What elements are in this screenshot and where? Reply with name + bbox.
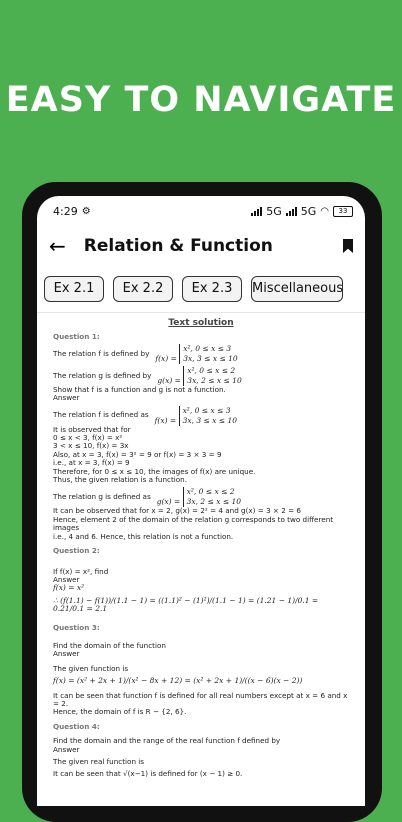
q1-text: 3 < x ≤ 10, f(x) = 3x bbox=[53, 441, 129, 451]
f-piecewise: f(x) = x², 0 ≤ x ≤ 3 3x, 3 ≤ x ≤ 10 bbox=[154, 405, 237, 425]
bookmark-icon[interactable] bbox=[343, 239, 353, 253]
wifi-icon: ◠ bbox=[320, 205, 329, 217]
q1-text: The relation g is defined by bbox=[53, 370, 152, 380]
q1-text: It can be observed that for x = 2, g(x) = 2² = 4 and g(x) = 3 × 2 = 6 bbox=[53, 506, 301, 516]
q3-text: The given function is bbox=[53, 663, 129, 673]
q1-text: Hence, element 2 of the domain of the relation g corresponds to two different images bbox=[53, 514, 334, 533]
question-1-label: Question 1: bbox=[53, 332, 100, 342]
f-piecewise: f(x) = x², 0 ≤ x ≤ 3 3x, 3 ≤ x ≤ 10 bbox=[155, 343, 238, 363]
q2-text: If f(x) = x², find bbox=[53, 566, 109, 576]
solution-content bbox=[37, 313, 365, 785]
q4-text: Find the domain and the range of the real function f defined by bbox=[53, 736, 281, 746]
q3-text: Find the domain of the function bbox=[53, 640, 166, 650]
page-title: Relation & Function bbox=[83, 236, 273, 256]
q1-text: i.e., 4 and 6. Hence, this relation is not a function. bbox=[53, 531, 234, 541]
q4-text: Answer bbox=[53, 744, 80, 754]
phone-screen bbox=[37, 196, 365, 806]
q1-text: The relation f is defined as bbox=[53, 410, 149, 420]
question-2-label: Question 2: bbox=[53, 546, 100, 556]
tab-ex-2-1[interactable]: Ex 2.1 bbox=[44, 276, 104, 302]
q1-text: The relation g is defined as bbox=[53, 492, 151, 502]
network-label-2: 5G bbox=[300, 204, 317, 218]
q2-math: f(x) = x² bbox=[53, 583, 85, 593]
settings-gear-icon: ⚙ bbox=[81, 205, 91, 217]
signal-icon-2 bbox=[286, 207, 297, 216]
battery-icon: 33 bbox=[333, 206, 353, 217]
q3-math: f(x) = (x² + 2x + 1)/(x² − 8x + 12) = (x² + 2x + 1)/((x − 6)(x − 2)) bbox=[53, 676, 303, 686]
q4-text: It can be seen that √(x−1) is defined for (x − 1) ≥ 0. bbox=[53, 769, 243, 779]
solution-heading: Text solution bbox=[168, 318, 234, 328]
q1-text: Therefore, for 0 ≤ x ≤ 10, the images of f(x) are unique. bbox=[53, 466, 256, 476]
question-3-label: Question 3: bbox=[53, 622, 100, 632]
q4-text: The given real function is bbox=[53, 757, 145, 766]
tab-ex-2-2[interactable]: Ex 2.2 bbox=[113, 276, 173, 302]
status-time: 4:29 bbox=[53, 204, 78, 218]
status-bar bbox=[37, 196, 365, 226]
exercise-tabs bbox=[37, 266, 365, 313]
volume-button bbox=[378, 355, 382, 405]
q2-math: ∴ (f(1.1) − f(1))/(1.1 − 1) = ((1.1)² − (1)²)/(1.1 − 1) = (1.21 − 1)/0.1 = 0.21/0.1 = 2.1 bbox=[53, 595, 319, 614]
app-bar bbox=[37, 226, 365, 266]
q1-text: Show that f is a function and g is not a function. bbox=[53, 384, 226, 394]
q2-text: Answer bbox=[53, 574, 80, 584]
q3-text: Hence, the domain of f is R − {2, 6}. bbox=[53, 707, 187, 717]
tab-ex-2-3[interactable]: Ex 2.3 bbox=[182, 276, 242, 302]
q3-text: Answer bbox=[53, 649, 80, 659]
q1-text: 0 ≤ x < 3, f(x) = x² bbox=[53, 433, 123, 443]
q1-text: i.e., at x = 3, f(x) = 9 bbox=[53, 458, 130, 468]
q1-text: Also, at x = 3, f(x) = 3² = 9 or f(x) = 3 × 3 = 9 bbox=[53, 449, 222, 459]
question-4-label: Question 4: bbox=[53, 721, 100, 731]
q3-text: It can be seen that function f is defined for all real numbers except at x = 6 and x = 2. bbox=[53, 690, 348, 708]
q1-text: The relation f is defined by bbox=[53, 348, 150, 358]
q1-text: Thus, the given relation is a function. bbox=[53, 475, 188, 485]
q1-text: It is observed that for bbox=[53, 424, 131, 434]
g-piecewise: g(x) = x², 0 ≤ x ≤ 2 3x, 2 ≤ x ≤ 10 bbox=[157, 365, 242, 385]
g-piecewise: g(x) = x², 0 ≤ x ≤ 2 3x, 2 ≤ x ≤ 10 bbox=[156, 487, 242, 507]
q1-text: Answer bbox=[53, 393, 80, 403]
back-arrow-icon[interactable]: ← bbox=[49, 234, 66, 258]
promo-headline: EASY TO NAVIGATE bbox=[5, 80, 397, 120]
power-button bbox=[378, 415, 382, 495]
tab-miscellaneous[interactable]: Miscellaneous bbox=[251, 276, 343, 302]
network-label: 5G bbox=[266, 204, 282, 218]
signal-icon bbox=[251, 207, 262, 216]
